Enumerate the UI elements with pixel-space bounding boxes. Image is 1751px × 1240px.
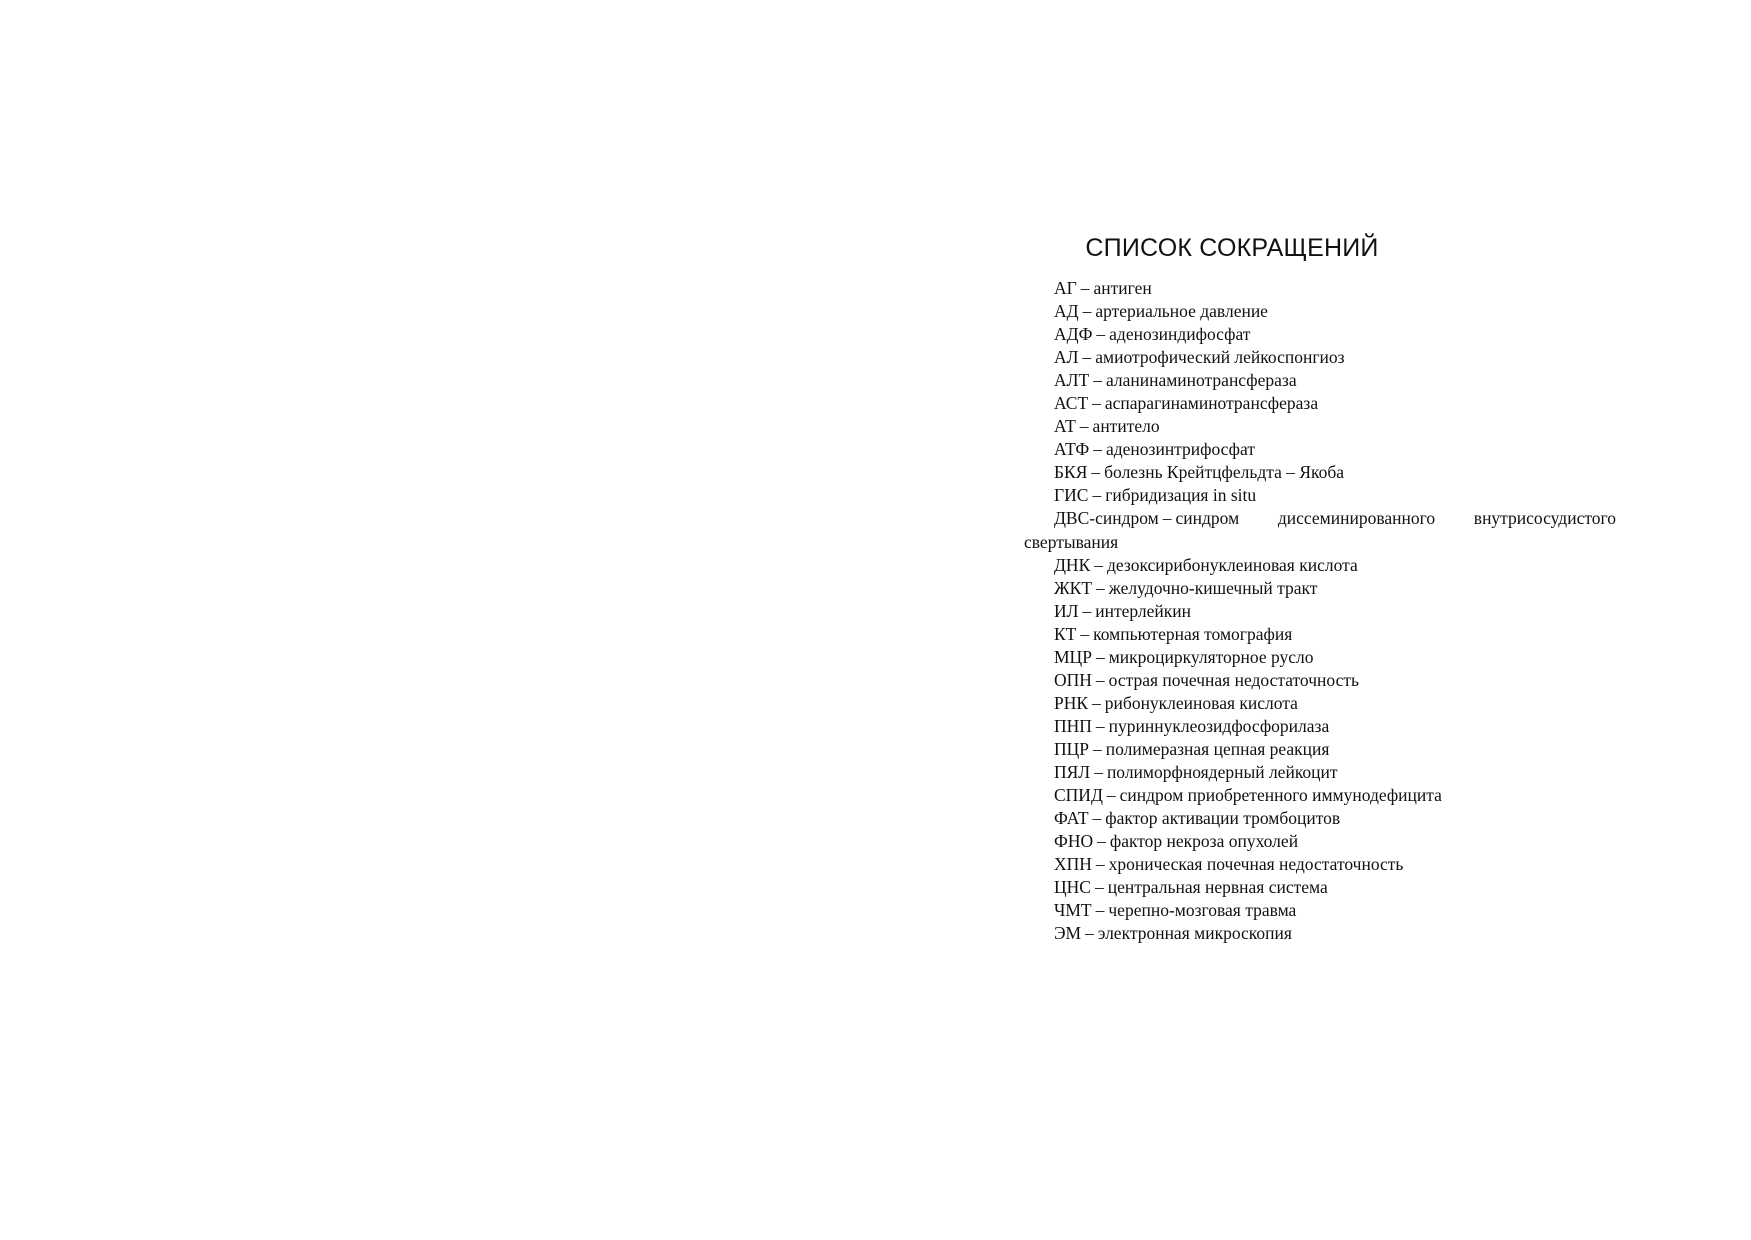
- dash-separator: –: [1095, 715, 1105, 736]
- abbreviation-definition: дезоксирибонуклеиновая кислота: [1107, 554, 1358, 575]
- abbreviation-definition: центральная нервная система: [1107, 877, 1328, 898]
- abbreviation-entry: [1024, 646, 1616, 669]
- abbreviation-entry: [1024, 761, 1616, 784]
- abbreviation-term: ПНП: [1054, 715, 1092, 736]
- dash-separator: –: [1095, 669, 1105, 690]
- abbreviation-term: МЦР: [1054, 646, 1092, 667]
- abbreviation-definition: микроциркуляторное русло: [1108, 646, 1314, 667]
- abbreviation-term: РНК: [1054, 692, 1089, 713]
- abbreviation-definition: аденозинтрифосфат: [1105, 439, 1255, 460]
- abbreviation-entry: [1024, 415, 1616, 438]
- abbreviation-list: [1024, 277, 1616, 945]
- abbreviation-definition: компьютерная томография: [1093, 623, 1293, 644]
- abbreviation-definition: аденозиндифосфат: [1109, 324, 1251, 345]
- abbreviation-term: ПЯЛ: [1054, 761, 1091, 782]
- page-title: СПИСОК СОКРАЩЕНИЙ: [1085, 234, 1379, 262]
- abbreviation-definition: рибонуклеиновая кислота: [1104, 692, 1298, 713]
- abbreviation-entry: [1024, 899, 1616, 922]
- dash-separator: –: [1096, 324, 1106, 345]
- abbreviation-term: АТ: [1054, 416, 1076, 437]
- abbreviation-definition: антитело: [1092, 416, 1160, 437]
- abbreviation-entry: [1024, 600, 1616, 623]
- abbreviation-entry: [1024, 554, 1616, 577]
- abbreviation-term: ПЦР: [1054, 738, 1090, 759]
- abbreviation-entry: [1024, 484, 1616, 507]
- abbreviation-entry: [1024, 669, 1616, 692]
- dash-separator: –: [1080, 278, 1090, 298]
- abbreviation-entry: [1024, 853, 1616, 876]
- abbreviation-entry: [1024, 830, 1616, 853]
- dash-separator: –: [1095, 854, 1105, 875]
- abbreviation-definition: болезнь Крейтцфельдта – Якоба: [1104, 462, 1345, 483]
- dash-separator: –: [1093, 738, 1102, 759]
- abbreviation-definition: интерлейкин: [1095, 600, 1192, 621]
- dash-separator: –: [1085, 923, 1094, 944]
- abbreviation-term: ЖКТ: [1054, 577, 1093, 598]
- abbreviation-term: ДНК: [1054, 554, 1091, 575]
- abbreviation-definition: желудочно-кишечный тракт: [1108, 577, 1318, 598]
- dash-separator: –: [1093, 439, 1102, 460]
- dash-separator: –: [1082, 600, 1092, 621]
- dash-separator: –: [1082, 347, 1092, 368]
- abbreviation-entry: [1024, 577, 1616, 600]
- dash-separator: –: [1094, 877, 1104, 898]
- abbreviation-term: ЧМТ: [1054, 900, 1092, 921]
- abbreviation-definition: амиотрофический лейкоспонгиоз: [1095, 347, 1345, 368]
- abbreviation-definition: артериальное давление: [1095, 301, 1268, 322]
- abbreviation-term: АГ: [1054, 278, 1077, 298]
- abbreviation-entry: [1024, 461, 1616, 484]
- abbreviation-term: АД: [1054, 301, 1079, 322]
- dash-separator: –: [1079, 416, 1089, 437]
- abbreviation-entry: [1024, 346, 1616, 369]
- abbreviation-definition: черепно-мозговая травма: [1108, 900, 1297, 921]
- dash-separator: –: [1096, 577, 1105, 598]
- dash-separator: –: [1106, 785, 1116, 806]
- abbreviation-term: ЦНС: [1054, 877, 1091, 898]
- abbreviation-entry: [1024, 392, 1616, 415]
- abbreviation-entry: [1024, 807, 1616, 830]
- abbreviation-term: ХПН: [1054, 854, 1092, 875]
- abbreviation-definition: антиген: [1093, 278, 1152, 298]
- abbreviation-term: АЛ: [1054, 347, 1079, 368]
- abbreviation-entry: [1024, 300, 1616, 323]
- abbreviation-entry: [1024, 715, 1616, 738]
- abbreviation-entry: [1024, 692, 1616, 715]
- abbreviation-entry: [1024, 922, 1616, 945]
- abbreviation-term: ОПН: [1054, 669, 1092, 690]
- abbreviation-definition: аспарагинаминотрансфераза: [1104, 393, 1319, 414]
- abbreviation-term: БКЯ: [1054, 462, 1088, 483]
- dash-separator: –: [1091, 462, 1101, 483]
- abbreviation-definition: полиморфноядерный лейкоцит: [1106, 761, 1338, 782]
- abbreviation-term: ГИС: [1054, 485, 1089, 506]
- dash-separator: –: [1094, 554, 1103, 575]
- abbreviation-term: ФАТ: [1054, 808, 1089, 829]
- abbreviation-definition: пуриннуклеозидфосфорилаза: [1108, 715, 1330, 736]
- abbreviation-term: КТ: [1054, 623, 1077, 644]
- dash-separator: –: [1097, 831, 1106, 852]
- abbreviation-entry: [1024, 438, 1616, 461]
- dash-separator: –: [1092, 393, 1101, 414]
- abbreviation-definition: хроническая почечная недостаточность: [1108, 854, 1404, 875]
- abbreviation-term: АСТ: [1054, 393, 1089, 414]
- dash-separator: –: [1080, 623, 1090, 644]
- abbreviation-entry: [1024, 323, 1616, 346]
- abbreviation-term: ЭМ: [1054, 923, 1082, 944]
- abbreviation-entry: [1024, 784, 1616, 807]
- abbreviation-entry: [1024, 623, 1616, 646]
- abbreviation-term: АТФ: [1054, 439, 1090, 460]
- abbreviation-entry: [1024, 369, 1616, 392]
- abbreviation-definition: гибридизация in situ: [1105, 485, 1257, 506]
- abbreviation-entry: [1024, 507, 1616, 553]
- abbreviation-term: ИЛ: [1054, 600, 1079, 621]
- abbreviation-term: АЛТ: [1054, 370, 1090, 391]
- dash-separator: –: [1082, 301, 1092, 322]
- abbreviation-definition: фактор активации тромбоцитов: [1105, 808, 1341, 829]
- dash-separator: –: [1093, 370, 1102, 391]
- dash-separator: –: [1095, 646, 1105, 667]
- abbreviation-definition: аланинаминотрансфераза: [1105, 370, 1297, 391]
- abbreviation-definition: острая почечная недостаточность: [1108, 669, 1359, 690]
- abbreviation-definition: синдром диссеминированного внутрисосудистого свертывания: [1024, 508, 1616, 552]
- dash-separator: –: [1095, 900, 1105, 921]
- abbreviation-term: ФНО: [1054, 831, 1094, 852]
- abbreviation-definition: синдром приобретенного иммунодефицита: [1119, 785, 1442, 806]
- dash-separator: –: [1094, 761, 1103, 782]
- abbreviation-term: ДВС-синдром: [1054, 508, 1159, 529]
- abbreviation-entry: [1024, 277, 1616, 300]
- abbreviation-definition: электронная микроскопия: [1097, 923, 1292, 944]
- abbreviation-entry: [1024, 738, 1616, 761]
- abbreviation-term: СПИД: [1054, 785, 1103, 806]
- left-page-blank: [0, 0, 875, 1240]
- abbreviation-term: АДФ: [1054, 324, 1093, 345]
- abbreviation-definition: фактор некроза опухолей: [1109, 831, 1299, 852]
- dash-separator: –: [1162, 508, 1172, 529]
- dash-separator: –: [1092, 485, 1102, 506]
- abbreviation-definition: полимеразная цепная реакция: [1105, 738, 1330, 759]
- dash-separator: –: [1092, 808, 1102, 829]
- abbreviation-entry: [1024, 876, 1616, 899]
- dash-separator: –: [1092, 692, 1101, 713]
